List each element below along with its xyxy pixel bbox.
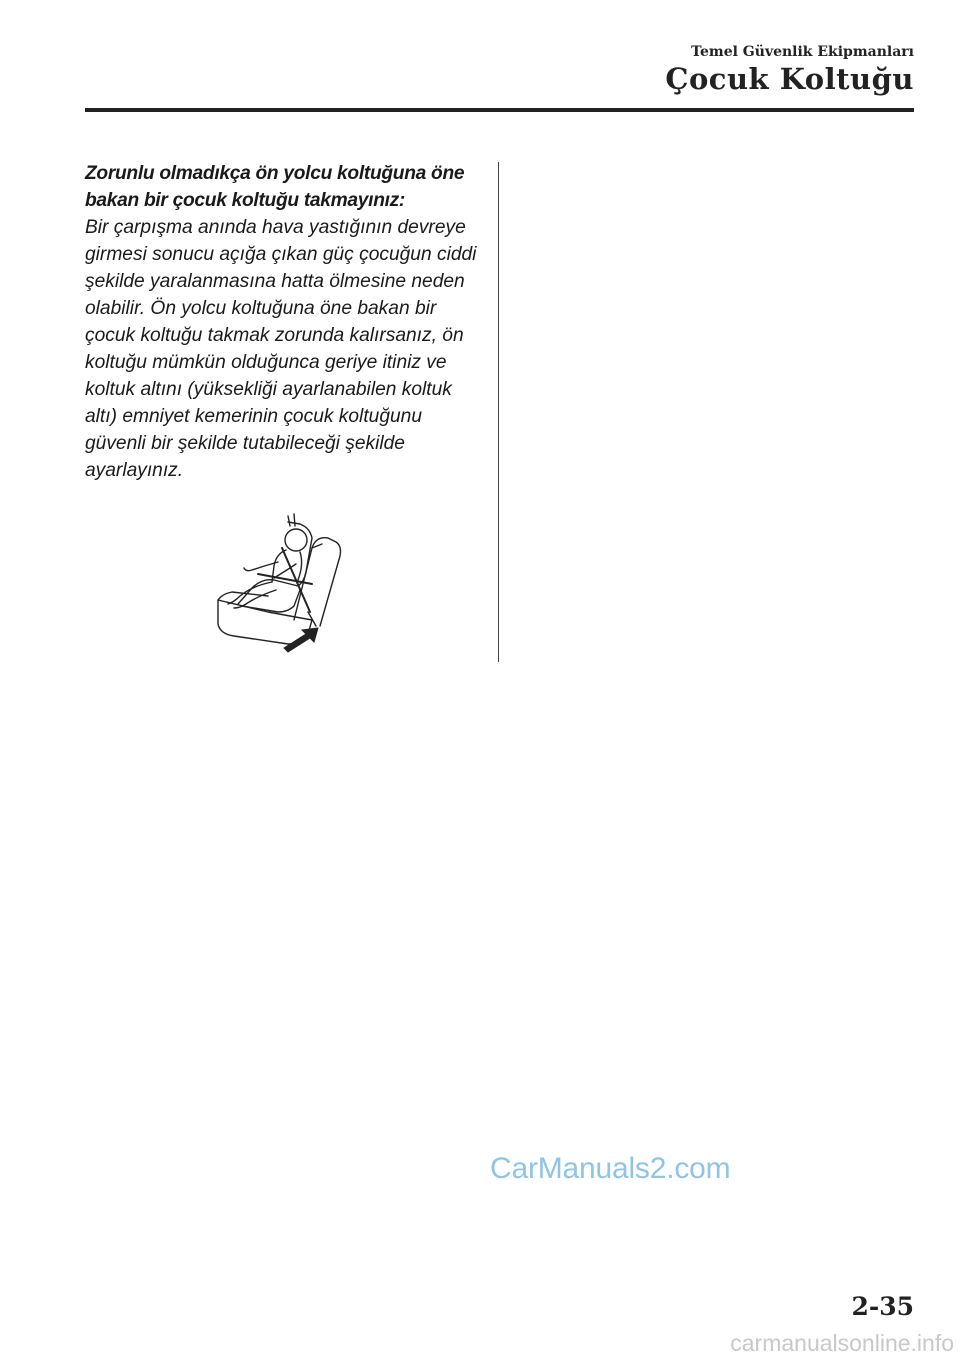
watermark: CarManuals2.com: [490, 1152, 731, 1185]
header-rule: [85, 108, 914, 112]
column-divider: [498, 162, 499, 662]
warning-body: Bir çarpışma anında hava yastığının devreye girmesi sonucu açığa çıkan güç çocuğun ciddi şekilde yaralanmasına hatta ölmesine neden olabilir. Ön yolcu koltuğuna öne bakan bir çocuk koltuğu takmak zorunda kalırsanız, ön koltuğu mümkün olduğunca geriye itiniz ve koltuk altını (yüksekliği ayarlanabilen koltuk altı) emniyet kemerinin çocuk koltuğunu güvenli bir şekilde tutabileceği şekilde ayarlayınız.: [85, 217, 477, 481]
warning-heading: Zorunlu olmadıkça ön yolcu koltuğuna öne bakan bir çocuk koltuğu takmayınız:: [85, 163, 465, 211]
chapter-title: Çocuk Koltuğu: [665, 62, 914, 96]
warning-block: [85, 160, 485, 484]
section-label: Temel Güvenlik Ekipmanları: [691, 44, 914, 60]
child-seat-illustration-icon: [212, 508, 352, 656]
page-number: 2-35: [851, 1292, 914, 1321]
arrow-icon: [284, 628, 318, 652]
footer-watermark: carmanualsonline.info: [730, 1330, 954, 1356]
